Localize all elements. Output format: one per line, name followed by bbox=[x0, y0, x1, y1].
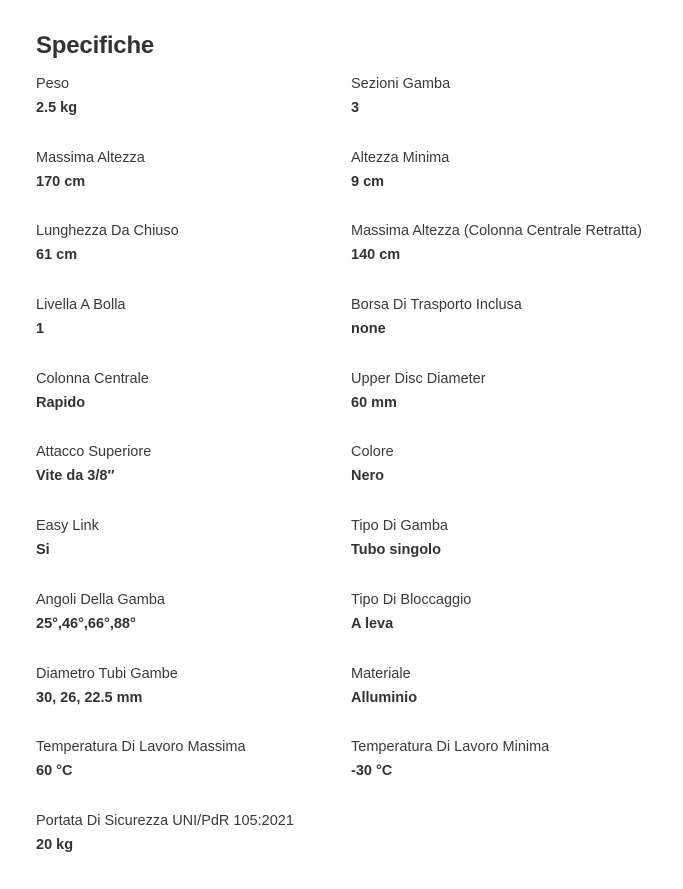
spec-item-peso bbox=[36, 74, 351, 148]
spec-item-materiale bbox=[351, 664, 676, 738]
spec-label: Borsa Di Trasporto Inclusa bbox=[351, 297, 522, 314]
spec-item-altezza-minima bbox=[351, 148, 676, 222]
spec-item-massima-altezza-retratta bbox=[351, 221, 676, 295]
spec-label: Altezza Minima bbox=[351, 149, 450, 166]
spec-item-tipo-di-bloccaggio bbox=[351, 590, 676, 664]
spec-label: Tipo Di Bloccaggio bbox=[351, 591, 472, 608]
spec-item-temperatura-minima bbox=[351, 737, 676, 811]
spec-item-tipo-di-gamba bbox=[351, 516, 676, 590]
spec-value: Nero bbox=[351, 468, 385, 485]
spec-label: Lunghezza Da Chiuso bbox=[36, 223, 179, 240]
section-title: Specifiche bbox=[36, 32, 155, 59]
spec-label: Massima Altezza bbox=[36, 149, 145, 166]
spec-value: Tubo singolo bbox=[351, 542, 441, 559]
spec-item-attacco-superiore bbox=[36, 442, 351, 516]
spec-item-temperatura-massima bbox=[36, 737, 351, 811]
spec-item-sezioni-gamba bbox=[351, 74, 676, 148]
spec-value: 170 cm bbox=[36, 173, 86, 190]
spec-item-colonna-centrale bbox=[36, 369, 351, 443]
spec-label: Easy Link bbox=[36, 518, 99, 535]
spec-label: Temperatura Di Lavoro Massima bbox=[36, 739, 246, 756]
spec-label: Livella A Bolla bbox=[36, 297, 126, 314]
spec-label: Angoli Della Gamba bbox=[36, 591, 165, 608]
specs-grid bbox=[36, 74, 676, 885]
spec-value: 3 bbox=[351, 100, 360, 116]
spec-value: Vite da 3/8″ bbox=[36, 468, 115, 485]
spec-item-lunghezza-da-chiuso bbox=[36, 221, 351, 295]
spec-label: Temperatura Di Lavoro Minima bbox=[351, 739, 550, 756]
spec-label: Upper Disc Diameter bbox=[351, 370, 486, 387]
spec-label: Colore bbox=[351, 444, 394, 461]
spec-value: 25°,46°,66°,88° bbox=[36, 615, 136, 632]
spec-value: 30, 26, 22.5 mm bbox=[36, 689, 143, 706]
spec-label: Diametro Tubi Gambe bbox=[36, 665, 178, 682]
spec-label: Colonna Centrale bbox=[36, 370, 149, 387]
spec-label: Portata Di Sicurezza UNI/PdR 105:2021 bbox=[36, 812, 294, 829]
spec-item-upper-disc-diameter bbox=[351, 369, 676, 443]
spec-value: 60 °C bbox=[36, 763, 73, 780]
spec-item-diametro-tubi-gambe bbox=[36, 664, 351, 738]
spec-value: 2.5 kg bbox=[36, 100, 78, 116]
spec-label: Massima Altezza (Colonna Centrale Retratta) bbox=[351, 223, 642, 240]
spec-value: 1 bbox=[36, 321, 45, 338]
spec-label: Tipo Di Gamba bbox=[351, 518, 448, 535]
spec-label: Sezioni Gamba bbox=[351, 76, 451, 92]
spec-item-colore bbox=[351, 442, 676, 516]
spec-value: A leva bbox=[351, 615, 394, 632]
spec-item-borsa-di-trasporto bbox=[351, 295, 676, 369]
spec-label: Peso bbox=[36, 76, 70, 92]
spec-value: Rapido bbox=[36, 394, 86, 411]
spec-value: Si bbox=[36, 542, 50, 559]
spec-value: -30 °C bbox=[351, 763, 393, 780]
spec-value: Alluminio bbox=[351, 689, 418, 706]
spec-value: 9 cm bbox=[351, 173, 385, 190]
spec-value: 20 kg bbox=[36, 836, 74, 853]
spec-item-portata-di-sicurezza bbox=[36, 811, 351, 885]
specifications-section bbox=[36, 30, 676, 885]
spec-value: 61 cm bbox=[36, 247, 78, 264]
spec-value: none bbox=[351, 321, 386, 338]
spec-item-angoli-della-gamba bbox=[36, 590, 351, 664]
spec-label: Materiale bbox=[351, 665, 411, 682]
spec-item-massima-altezza bbox=[36, 148, 351, 222]
spec-value: 140 cm bbox=[351, 247, 401, 264]
spec-label: Attacco Superiore bbox=[36, 444, 152, 461]
spec-item-livella-a-bolla bbox=[36, 295, 351, 369]
spec-value: 60 mm bbox=[351, 394, 397, 411]
spec-item-easy-link bbox=[36, 516, 351, 590]
